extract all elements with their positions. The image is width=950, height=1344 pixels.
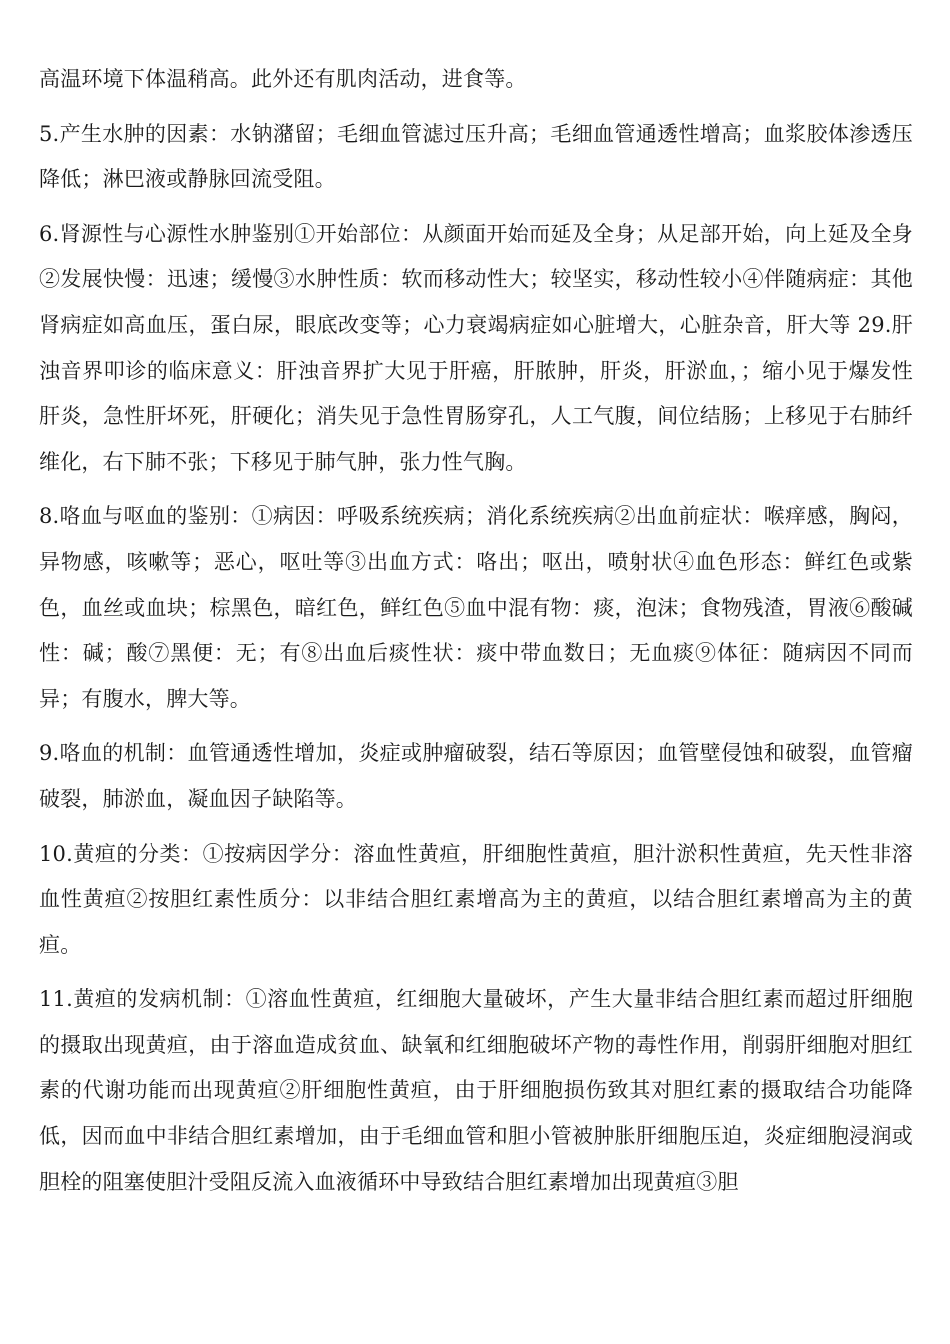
paragraph-item-6: 6.肾源性与心源性水肿鉴别①开始部位：从颜面开始而延及全身；从足部开始，向上延及全身②发展快慢：迅速；缓慢③水肿性质：软而移动性大；较坚实，移动性较小④伴随病症：其他肾病症如高血压，蛋白尿，眼底改变等；心力衰竭病症如心脏增大，心脏杂音，肝大等 29.肝浊音界叩诊的临床意义：肝浊音界扩大见于肝癌，肝脓肿，肝炎，肝淤血，；缩小见于爆发性肝炎，急性肝坏死，肝硬化；消失见于急性胃肠穿孔，人工气腹，间位结肠；上移见于右肺纤维化，右下肺不张；下移见于肺气肿，张力性气胸。 [39,221,913,474]
paragraph-item-9: 9.咯血的机制：血管通透性增加，炎症或肿瘤破裂，结石等原因；血管壁侵蚀和破裂，血管瘤破裂，肺淤血，凝血因子缺陷等。 [39,741,913,811]
paragraph-item-10: 10.黄疸的分类：①按病因学分：溶血性黄疸，肝细胞性黄疸，胆汁淤积性黄疸，先天性非溶血性黄疸②按胆红素性质分：以非结合胆红素增高为主的黄疸，以结合胆红素增高为主的黄疸。 [39,841,913,957]
paragraph-item-8: 8.咯血与呕血的鉴别：①病因：呼吸系统疾病；消化系统疾病②出血前症状：喉痒感，胸闷，异物感，咳嗽等；恶心，呕吐等③出血方式：咯出；呕出，喷射状④血色形态：鲜红色或紫色，血丝或血块；棕黑色，暗红色，鲜红色⑤血中混有物：痰，泡沫；食物残渣，胃液⑥酸碱性：碱；酸⑦黑便：无；有⑧出血后痰性状：痰中带血数日；无血痰⑨体征：随病因不同而异；有腹水，脾大等。 [39,504,913,711]
paragraph-item-5: 5.产生水肿的因素：水钠潴留；毛细血管滤过压升高；毛细血管通透性增高；血浆胶体渗透压降低；淋巴液或静脉回流受阻。 [39,121,913,192]
document-body [39,57,913,1214]
paragraph-item-11: 11.黄疸的发病机制：①溶血性黄疸，红细胞大量破坏，产生大量非结合胆红素而超过肝细胞的摄取出现黄疸，由于溶血造成贫血、缺氧和红细胞破坏产物的毒性作用，削弱肝细胞对胆红素的代谢功能而出现黄疸②肝细胞性黄疸，由于肝细胞损伤致其对胆红素的摄取结合功能降低，因而血中非结合胆红素增加，由于毛细血管和胆小管被肿胀肝细胞压迫，炎症细胞浸润或胆栓的阻塞使胆汁受阻反流入血液循环中导致结合胆红素增加出现黄疸③胆 [39,987,913,1194]
paragraph-continuation: 高温环境下体温稍高。此外还有肌肉活动，进食等。 [39,67,527,91]
